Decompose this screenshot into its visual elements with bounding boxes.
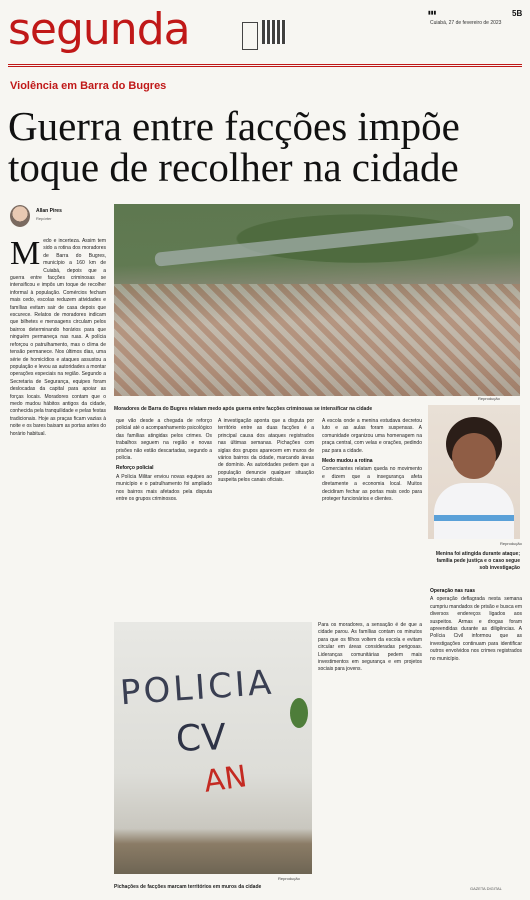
- graffiti-policia: POLICIA: [118, 662, 276, 714]
- dateline: Cuiabá, 27 de fevereiro de 2023: [430, 20, 502, 26]
- rooftops: [114, 284, 520, 396]
- wall-photo-caption: Pichações de facções marcam territórios em muros da cidade: [114, 884, 262, 890]
- article-body-col6: Para os moradores, a sensação é de que a cidade parou. As famílias contam os minutos para que os filhos voltem da escola e evitam circular em áreas consideradas perigosas. Lideranças comunitárias pedem mais investimentos em segurança e em projetos sociais para jovens.: [318, 622, 422, 673]
- article-body-col2: que vão desde a chegada de reforço policial até o acompanhamento psicológico das famílias atingidas pelos crimes. Os trabalhos seguem na região e novas prisões não estão descartadas, segundo a polícia.: [116, 418, 212, 462]
- article-column-6: [318, 622, 422, 882]
- signal-bars-icon: ▮▮▮: [428, 10, 437, 16]
- plant: [290, 698, 308, 728]
- article-column-1: [10, 238, 106, 888]
- masthead: [0, 0, 530, 64]
- article-body-col4b: Comerciantes relatam queda no movimento e dizem que a insegurança afeta diretamente a economia local. Muitos decidiram fechar as portas mais cedo para proteger funcionários e clientes.: [322, 466, 422, 503]
- article-body-col4: A escola onde a menina estudava decretou luto e as aulas foram suspensas. A comunidade organizou uma homenagem na praça central, com velas e orações, pedindo paz para a cidade.: [322, 418, 422, 454]
- author-avatar: [10, 205, 30, 227]
- shirt: [434, 483, 514, 539]
- girl-photo-credit: Reprodução: [500, 541, 522, 546]
- wall-photo-credit: Reprodução: [278, 876, 300, 881]
- masthead-rule: [8, 64, 522, 65]
- article-body-col2b: A Polícia Militar enviou novas equipes ao município e o patrulhamento foi ampliado nos bairros mais afetados pela disputa entre os grupos criminosos.: [116, 473, 212, 503]
- aerial-photo-caption: Moradores de Barra do Bugres relatam medo após guerra entre facções criminosas se intensificar na cidade: [114, 406, 373, 412]
- graffiti-cv: CV: [175, 717, 227, 760]
- article-column-3: [218, 418, 314, 616]
- newspaper-logo-icon: [242, 22, 258, 50]
- article-headline: Guerra entre facções impõe toque de recolher na cidade: [8, 103, 460, 190]
- drop-cap: M: [10, 238, 41, 272]
- aerial-photo-credit: Reprodução: [478, 396, 500, 401]
- face: [452, 433, 496, 479]
- article-body-col5: A operação deflagrada nesta semana cumpriu mandados de prisão e busca em diversos endereços ligados aos suspeitos. Armas e drogas foram apreendidas durante as diligências. A Polícia Civil informou que as investigações continuam para identificar outros envolvidos nos crimes registrados no município.: [430, 596, 522, 662]
- river: [154, 215, 513, 267]
- subheading-medo: Medo mudou a rotina: [322, 458, 373, 465]
- subheading-reforco: Reforço policial: [116, 465, 154, 472]
- article-body-col3: A investigação aponta que a disputa por território entre as duas facções é a principal causa dos ataques registrados nas últimas semanas. Pichações com siglas dos grupos aparecem em muros de vários bairros da cidade, marcando áreas de domínio. As autoridades pedem que a população denuncie qualquer situação suspeita pelos canais oficiais.: [218, 418, 314, 484]
- graffiti-red-tag: AN: [201, 759, 250, 800]
- girl-photo-caption: Menina foi atingida durante ataque; família pede justiça e o caso segue sob investigação: [435, 551, 520, 571]
- girl-portrait-photo: [428, 405, 520, 539]
- article-column-5: [430, 585, 522, 885]
- page-number: 5B: [512, 9, 523, 18]
- aerial-city-photo: [114, 204, 520, 396]
- author-role: Repórter: [36, 216, 52, 221]
- section-title: segunda: [8, 4, 190, 55]
- qr-code-icon[interactable]: [262, 20, 286, 44]
- footer-note: GAZETA DIGITAL: [470, 886, 502, 891]
- article-column-2: [116, 418, 212, 614]
- article-body-col1: edo e incerteza. Assim tem sido a rotina dos moradores de Barra do Bugres, município a 160 km de Cuiabá, depois que a guerra entre facções criminosas se intensificou e impôs um toque de recolher informal à população. Comércios fecham mais cedo, escolas reduzem atividades e famílias evitam sair de casa depois que escurece. Relatos de moradores indicam que bilhetes e mensagens circulam pelos bairros determinando horários para que ninguém permaneça nas ruas. A polícia reforçou o patrulhamento, mas o clima de tensão permanece. Nos últimos dias, uma série de homicídios e ataques assustou a população e levou as autoridades a montar operações especiais na região. Segundo a Secretaria de Segurança, equipes foram deslocadas da capital para apoiar as forças locais. Moradores contam que o medo mudou hábitos antigos da cidade, conhecida pela tranquilidade e pelas festas tradicionais. Hoje as praças ficam vazias à noite e os bares baixam as portas antes do horário habitual.: [10, 238, 106, 437]
- subheading-operacao: Operação nas ruas: [430, 588, 476, 594]
- shirt-stripe: [434, 515, 514, 521]
- article-kicker: Violência em Barra do Bugres: [10, 80, 167, 92]
- masthead-rule-secondary: [8, 66, 522, 67]
- graffiti-wall-photo: [114, 622, 312, 874]
- author-name: Allan Pires: [36, 208, 62, 214]
